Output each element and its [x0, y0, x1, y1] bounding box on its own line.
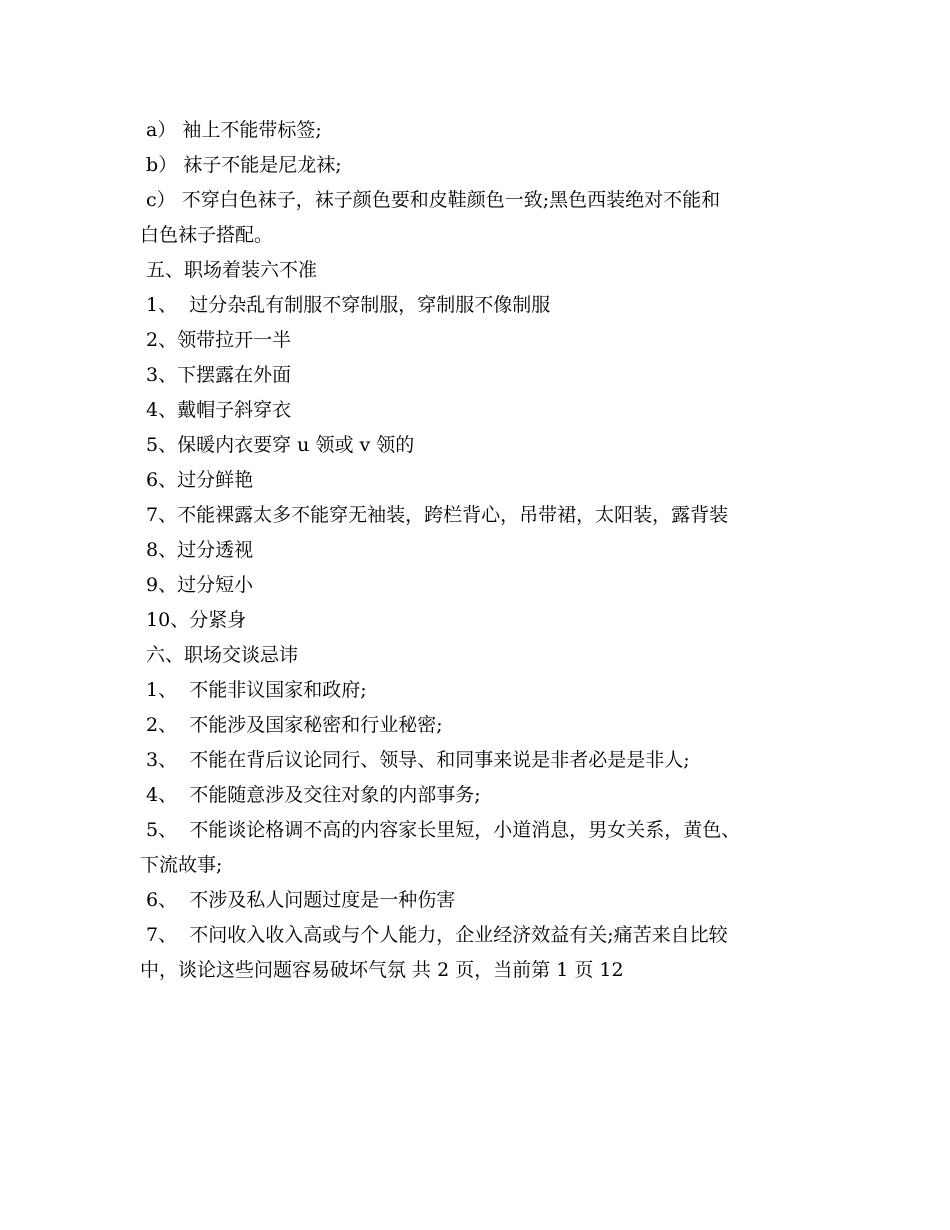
list-item: 4、 不能随意涉及交往对象的内部事务;	[140, 784, 481, 806]
list-item: 7、不能裸露太多不能穿无袖装，跨栏背心，吊带裙，太阳装，露背装	[140, 504, 729, 526]
text-line: c） 不穿白色袜子，袜子颜色要和皮鞋颜色一致;黑色西装绝对不能和	[140, 189, 721, 211]
document-body	[140, 113, 830, 988]
list-item: 6、过分鲜艳	[140, 469, 254, 491]
text-line: a） 袖上不能带标签;	[140, 119, 322, 141]
page-footer-line: 中，谈论这些问题容易破坏气氛 共 2 页，当前第 1 页 12	[140, 959, 624, 981]
list-item: 6、 不涉及私人问题过度是一种伤害	[140, 889, 456, 911]
section-heading: 六、职场交谈忌讳	[140, 644, 299, 666]
list-item: 1、 过分杂乱有制服不穿制服，穿制服不像制服	[140, 294, 551, 316]
list-item: 2、领带拉开一半	[140, 329, 292, 351]
list-item: 1、 不能非议国家和政府;	[140, 679, 367, 701]
section-heading: 五、职场着装六不准	[140, 259, 318, 281]
list-item: 3、下摆露在外面	[140, 364, 292, 386]
text-line: b） 袜子不能是尼龙袜;	[140, 154, 342, 176]
list-item: 3、 不能在背后议论同行、领导、和同事来说是非者必是是非人;	[140, 749, 690, 771]
list-item: 4、戴帽子斜穿衣	[140, 399, 292, 421]
list-item: 8、过分透视	[140, 539, 254, 561]
text-line: 下流故事;	[140, 854, 223, 876]
list-item: 10、分紧身	[140, 609, 247, 631]
list-item: 9、过分短小	[140, 574, 254, 596]
list-item: 5、保暖内衣要穿 u 领或 v 领的	[140, 434, 415, 456]
list-item: 2、 不能涉及国家秘密和行业秘密;	[140, 714, 443, 736]
list-item: 7、 不问收入收入高或与个人能力，企业经济效益有关;痛苦来自比较	[140, 924, 728, 946]
list-item: 5、 不能谈论格调不高的内容家长里短，小道消息，男女关系，黄色、	[140, 819, 741, 841]
text-line: 白色袜子搭配。	[140, 224, 274, 246]
